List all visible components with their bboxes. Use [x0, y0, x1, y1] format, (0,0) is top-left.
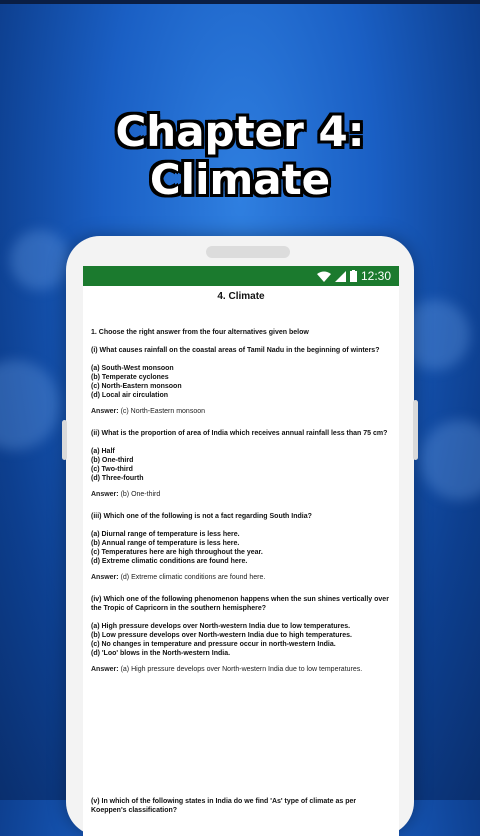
- options-list: [91, 364, 391, 400]
- question-text: (iv) Which one of the following phenomenon happens when the sun shines vertically over the Tropic of Capricorn in the southern hemisphere?: [91, 596, 389, 612]
- question-text: (ii) What is the proportion of area of India which receives annual rainfall less than 75 cm?: [91, 430, 388, 437]
- promo-title: [0, 108, 480, 204]
- answer-text: (d) Extreme climatic conditions are found here.: [120, 574, 266, 581]
- options-list: [91, 622, 391, 658]
- option: (a) Half: [91, 448, 115, 455]
- answer-label: Answer:: [91, 574, 119, 581]
- wifi-icon: [317, 271, 331, 282]
- option: (b) Annual range of temperature is less here.: [91, 540, 240, 547]
- blank-space: [91, 687, 391, 797]
- option: (d) Three-fourth: [91, 475, 144, 482]
- battery-icon: [350, 270, 357, 282]
- phone-side-button: [62, 420, 67, 460]
- answer-line: [91, 490, 391, 499]
- question-text: (i) What causes rainfall on the coastal areas of Tamil Nadu in the beginning of winters?: [91, 347, 380, 354]
- option: (d) Local air circulation: [91, 392, 169, 399]
- promo-title-line1: Chapter 4:: [115, 107, 365, 156]
- answer-label: Answer:: [91, 666, 119, 673]
- option: (c) No changes in temperature and pressure occur in north-western India.: [91, 641, 336, 648]
- option: (d) 'Loo' blows in the North-western India.: [91, 650, 231, 657]
- background-bokeh: [420, 420, 480, 500]
- question-block: [91, 429, 391, 499]
- option: (b) One-third: [91, 457, 134, 464]
- option: (a) Diurnal range of temperature is less here.: [91, 531, 240, 538]
- background-bokeh: [10, 230, 70, 290]
- answer-text: (a) High pressure develops over North-western India due to low temperatures.: [120, 666, 363, 673]
- question-text: (iii) Which one of the following is not a fact regarding South India?: [91, 513, 312, 520]
- option: (c) Temperatures here are high throughout the year.: [91, 549, 263, 556]
- options-list: [91, 447, 391, 483]
- option: (a) South-West monsoon: [91, 365, 174, 372]
- options-list: [91, 530, 391, 566]
- answer-label: Answer:: [91, 408, 119, 415]
- status-time: 12:30: [360, 269, 391, 283]
- phone-side-button: [413, 400, 418, 460]
- option: (a) High pressure develops over North-western India due to low temperatures.: [91, 623, 351, 630]
- question-block: [91, 346, 391, 416]
- signal-icon: [335, 271, 346, 282]
- background-bokeh: [0, 360, 60, 450]
- option: (c) Two-third: [91, 466, 133, 473]
- option: (c) North-Eastern monsoon: [91, 383, 182, 390]
- phone-screen: [83, 266, 399, 836]
- answer-text: (b) One-third: [120, 491, 161, 498]
- answer-text: (c) North-Eastern monsoon: [120, 408, 205, 415]
- option: (d) Extreme climatic conditions are found here.: [91, 558, 248, 565]
- option: (b) Low pressure develops over North-western India due to high temperatures.: [91, 632, 352, 639]
- promo-title-line2: Climate: [149, 155, 331, 204]
- answer-line: [91, 573, 391, 582]
- answer-label: Answer:: [91, 491, 119, 498]
- phone-mockup: [66, 236, 414, 836]
- document-content[interactable]: [83, 286, 399, 815]
- option: (b) Temperate cyclones: [91, 374, 169, 381]
- question-block: [91, 595, 391, 674]
- document-title: 4. Climate: [217, 291, 265, 302]
- question-text: (v) In which of the following states in India do we find 'As' type of climate as per Koeppen's classification?: [91, 798, 357, 814]
- phone-speaker: [206, 246, 290, 258]
- question-block: [91, 512, 391, 582]
- question-instructions: 1. Choose the right answer from the four alternatives given below: [91, 329, 309, 336]
- status-bar: [83, 266, 399, 286]
- answer-line: [91, 407, 391, 416]
- top-edge-bar: [0, 0, 480, 4]
- answer-line: [91, 665, 391, 674]
